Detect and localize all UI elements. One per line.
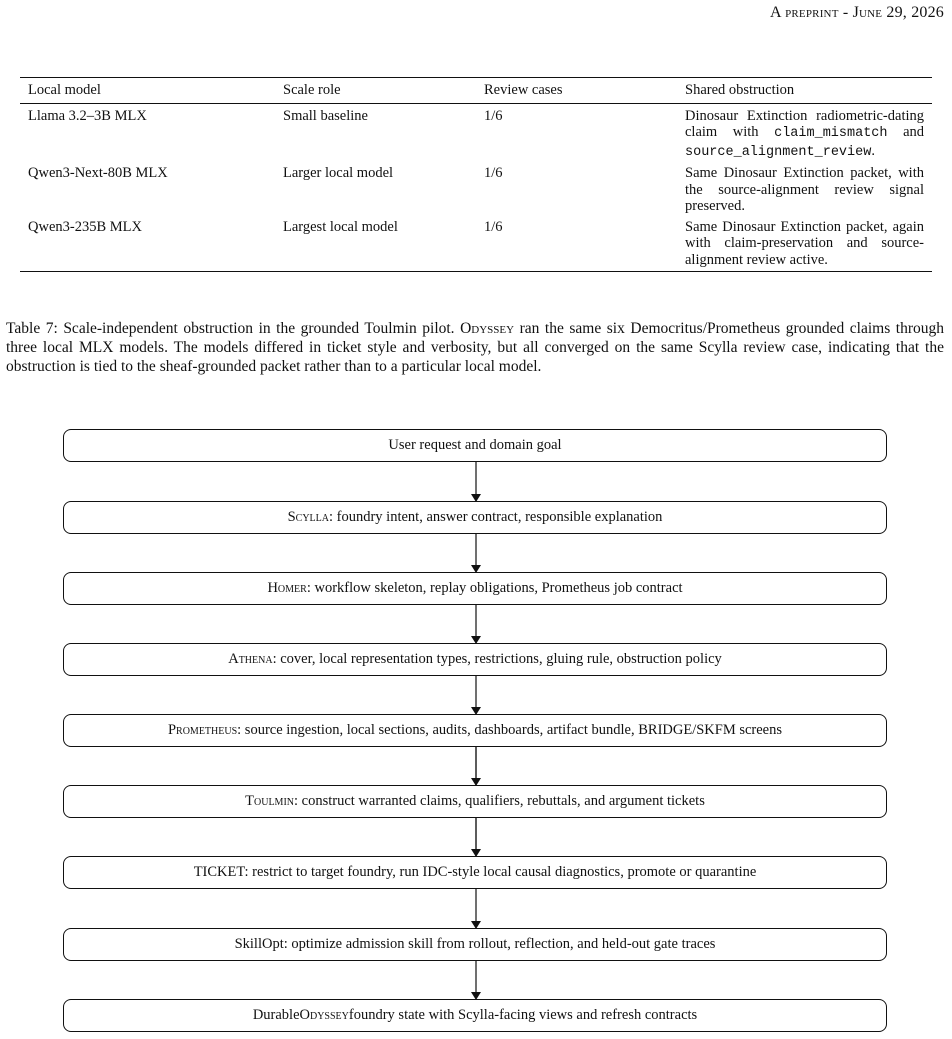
col-header-role: Scale role [275, 78, 476, 104]
obstruction-text: Dinosaur Extinction radiometric-dating claim with [685, 107, 924, 140]
flow-box-skillopt [63, 928, 887, 961]
cell-cases: 1/6 [476, 103, 677, 163]
cell-obstruction: Same Dinosaur Extinction packet, again with claim-preservation and source-alignment review active. [677, 217, 932, 272]
flow-box-text: TICKET: restrict to target foundry, run IDC-style local causal diagnostics, promote or quarantine [193, 864, 757, 880]
flow-box-text: : cover, local representation types, restrictions, gluing rule, obstruction policy [272, 651, 722, 667]
cell-role: Larger local model [283, 165, 394, 181]
flow-box-user-request [63, 429, 887, 462]
flow-box-head: Odyssey [299, 1007, 349, 1023]
flow-box-head: Scylla [287, 509, 329, 525]
flow-box-ticket [63, 856, 887, 889]
flow-box-head: Toulmin [245, 793, 294, 809]
flow-box-homer [63, 572, 887, 605]
cell-obstruction: Same Dinosaur Extinction packet, with the source-alignment review signal preserved. [685, 165, 924, 214]
flow-box-text: : construct warranted claims, qualifiers, rebuttals, and argument tickets [294, 793, 705, 809]
running-head-date: June 29, 2026 [852, 4, 944, 21]
cell-role: Small baseline [275, 103, 476, 163]
caption-body: ran the same six Democritus/Prometheus grounded claims through three local MLX models. The models differed in ticket style and verbosity, but all converged on the same Scylla review case, indicating that the obstruction is tied to the sheaf-grounded packet rather than to a particular local model. [6, 320, 944, 375]
cell-model: Qwen3-Next-80B MLX [28, 165, 168, 181]
running-head-prefix: A [769, 4, 781, 21]
cell-role: Largest local model [275, 217, 476, 272]
cell-cases: 1/6 [484, 165, 503, 181]
flow-box-prometheus [63, 714, 887, 747]
flow-box-text: SkillOpt: optimize admission skill from rollout, reflection, and held-out gate traces [234, 936, 716, 952]
col-header-model: Local model [20, 78, 275, 104]
code-source-alignment-review: source_alignment_review [685, 144, 872, 160]
obstruction-text: . [871, 142, 875, 159]
flow-box-text: User request and domain goal [388, 437, 562, 453]
flow-box-athena [63, 643, 887, 676]
flow-box-toulmin [63, 785, 887, 818]
caption-lead: Table 7: Scale-independent obstruction in the grounded Toulmin pilot. [6, 320, 455, 337]
running-head-label: preprint [785, 4, 839, 21]
flow-box-text: : source ingestion, local sections, audits, dashboards, artifact bundle, BRIDGE/SKFM screens [237, 722, 783, 738]
flow-box-text: foundry state with Scylla-facing views and refresh contracts [348, 1007, 698, 1023]
flow-box-head: Homer [267, 580, 307, 596]
col-header-cases: Review cases [476, 78, 677, 104]
flow-box-text: : foundry intent, answer contract, responsible explanation [329, 509, 663, 525]
cell-cases: 1/6 [476, 217, 677, 272]
running-head-sep: - [838, 4, 853, 21]
flow-box-durable-state [63, 999, 887, 1032]
caption-system: Odyssey [460, 320, 515, 337]
flow-box-scylla [63, 501, 887, 534]
obstruction-text: and [887, 124, 924, 140]
code-claim-mismatch: claim_mismatch [774, 126, 888, 141]
cell-model: Llama 3.2–3B MLX [20, 103, 275, 163]
flow-box-head: Athena [228, 651, 273, 667]
flow-box-text: Durable [252, 1007, 300, 1023]
cell-model: Qwen3-235B MLX [20, 217, 275, 272]
flow-box-text: : workflow skeleton, replay obligations, Prometheus job contract [306, 580, 683, 596]
col-header-obstruction: Shared obstruction [677, 78, 932, 104]
flow-box-head: Prometheus [167, 722, 238, 738]
